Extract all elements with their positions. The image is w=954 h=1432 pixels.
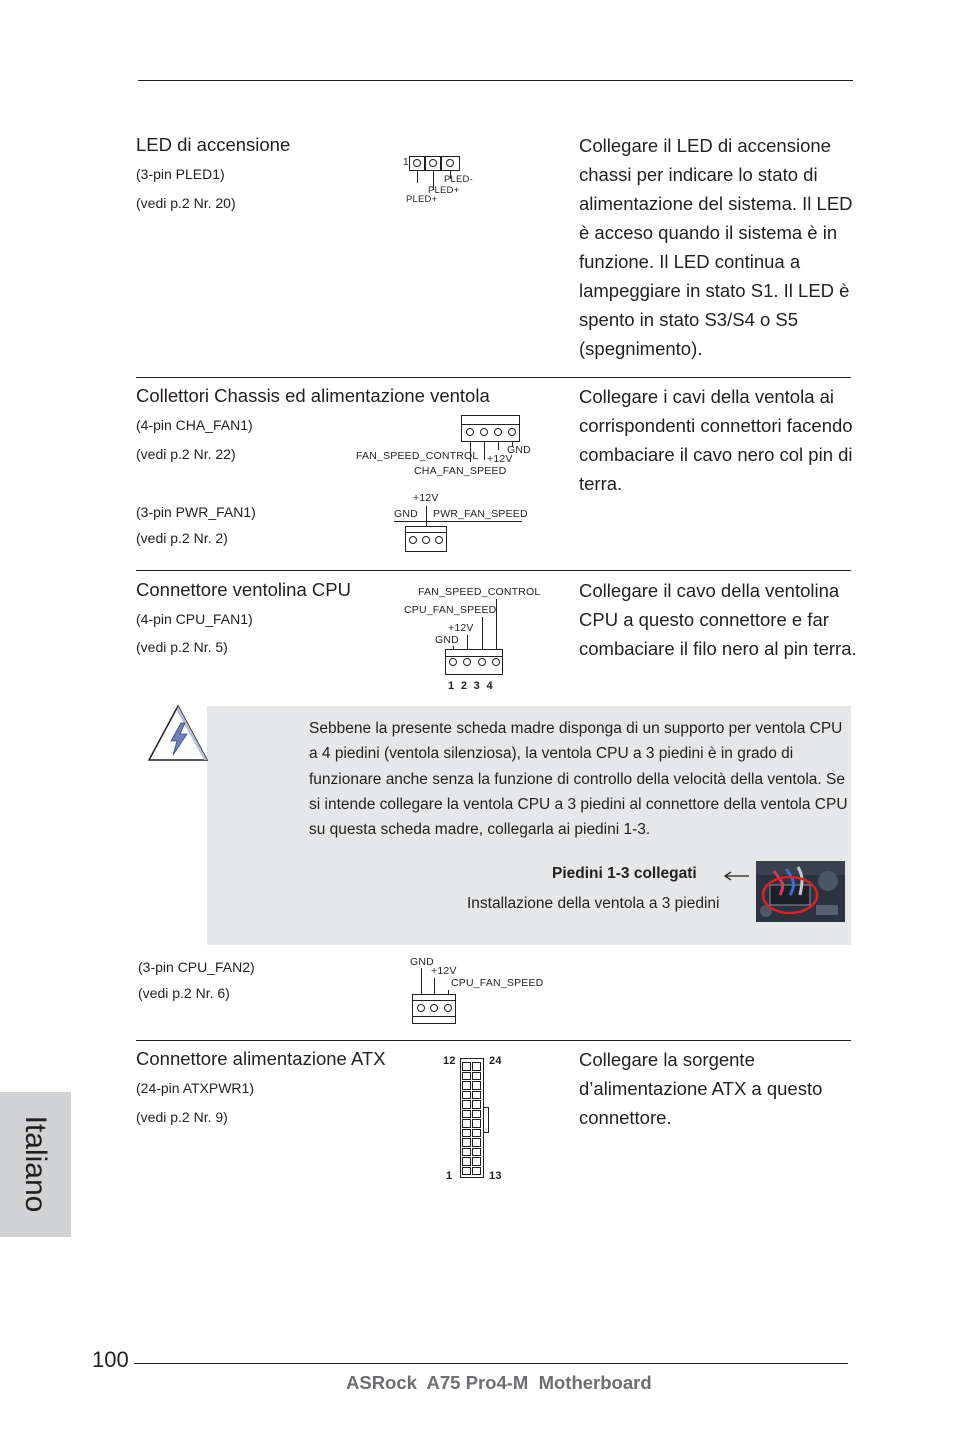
atx-pin-cell [472,1119,481,1128]
atx-label-1: 1 [446,1170,453,1182]
atx-diagram [440,1052,510,1187]
atx-pin-cell [462,1081,471,1090]
pled-plus2-label: PLED+ [406,194,438,205]
cpu-fan-pin: (4-pin CPU_FAN1) [136,611,253,627]
pwr-fan-pin: (3-pin PWR_FAN1) [136,504,256,520]
power-led-description: Collegare il LED di accensione chassi per indicare lo stato di alimentazione del sistema. Il LED è acceso quando il sistema è in funzione. Il LED continua a lampeggiare in stato S1. Il LED è spento in stato S3/S4 o S5 (spegnimento). [579,135,853,359]
power-led-ref: (vedi p.2 Nr. 20) [136,195,236,211]
arrow-left-icon [722,870,750,882]
atx-pin-cell [472,1148,481,1157]
note-caption: Installazione della ventola a 3 piedini [467,895,720,912]
section-rule-3 [136,1040,851,1041]
cha-fan-diagram [350,410,540,480]
pled-pin1-label: 1 [403,157,409,168]
cpu-fan-speed-label: CPU_FAN_SPEED [404,604,497,616]
cpu-fan-title: Connettore ventolina CPU [136,579,351,600]
atx-pin-cell [472,1100,481,1109]
atx-pin-cell [462,1138,471,1147]
atx-label-13: 13 [489,1170,502,1182]
atx-pin-cell [472,1062,481,1071]
atx-pin-cell [462,1148,471,1157]
cpu-fan-ref: (vedi p.2 Nr. 5) [136,639,228,655]
chassis-fan-ref: (vedi p.2 Nr. 22) [136,446,236,462]
cpu-fan-control-label: FAN_SPEED_CONTROL [418,586,541,598]
atx-pin-cell [462,1119,471,1128]
cpu-fan2-12v-label: +12V [431,965,457,977]
atx-label-24: 24 [489,1055,502,1067]
pled-diagram [400,150,500,210]
cpu-fan2-speed-label: CPU_FAN_SPEED [451,977,544,989]
cha-fan-gnd-label: GND [507,444,531,456]
atx-pin-cell [462,1167,471,1176]
pled-plus-label: PLED+ [428,185,460,196]
product-name: ASRock A75 Pro4-M Motherboard [346,1372,652,1393]
chassis-fan-pin: (4-pin CHA_FAN1) [136,417,253,433]
chassis-fan-description: Collegare i cavi della ventola ai corrispondenti connettori facendo combaciare il cavo nero col pin di terra. [579,386,853,494]
cpu-fan-description: Collegare il cavo della ventolina CPU a questo connettore e far combaciare il filo nero al pin terra. [579,580,857,659]
power-led-pin: (3-pin PLED1) [136,166,225,182]
atx-pin-cell [472,1167,481,1176]
atx-pin: (24-pin ATXPWR1) [136,1080,254,1096]
atx-pin-cell [462,1129,471,1138]
cha-fan-speed-label: CHA_FAN_SPEED [414,465,507,477]
atx-pin-cell [472,1091,481,1100]
power-led-title: LED di accensione [136,134,291,155]
atx-pin-cell [462,1100,471,1109]
pwr-fan-diagram [392,490,532,555]
atx-ref: (vedi p.2 Nr. 9) [136,1109,228,1125]
atx-description: Collegare la sorgente d’alimentazione ATX a questo connettore. [579,1049,823,1128]
atx-pin-cell [472,1129,481,1138]
atx-pin-cell [472,1081,481,1090]
note-caption-bold: Piedini 1-3 collegati [552,865,697,882]
atx-label-12: 12 [443,1055,456,1067]
note-text: Sebbene la presente scheda madre disponga di un supporto per ventola CPU a 4 piedini (ventola silenziosa), la ventola CPU a 3 piedini è in grado di funzionare anche senza la funzione di controllo della velocità della ventola. Se si intende collegare la ventola CPU a 3 piedini al connettore della ventola CPU su questa scheda madre, collegarla ai piedini 1-3. [309,720,848,839]
atx-pin-cell [462,1062,471,1071]
cpu-fan2-diagram [405,953,545,1028]
atx-pin-cell [462,1072,471,1081]
atx-pin-cell [462,1091,471,1100]
cpu-fan-pin-numbers: 1 2 3 4 [448,680,493,692]
atx-title: Connettore alimentazione ATX [136,1048,386,1069]
atx-pin-cell [472,1157,481,1166]
pwr-fan-ref: (vedi p.2 Nr. 2) [136,530,228,546]
atx-pin-cell [472,1072,481,1081]
atx-pin-cell [472,1110,481,1119]
cpu-fan2-gnd-label: GND [410,956,434,968]
cpu-fan-gnd-label: GND [435,634,459,646]
section-rule-2 [136,570,851,571]
cha-fan-control-label: FAN_SPEED_CONTROL [356,450,479,462]
pled-minus-label: PLED- [444,174,473,185]
footer-rule [134,1363,848,1364]
cha-fan-12v-label: +12V [487,453,513,465]
atx-pin-cell [462,1157,471,1166]
pwr-fan-speed-label: PWR_FAN_SPEED [433,508,528,520]
cpu-fan2-ref: (vedi p.2 Nr. 6) [138,985,230,1001]
language-side-label: Italiano [19,1115,52,1213]
pwr-fan-12v-label: +12V [413,492,439,504]
fan-install-photo [756,861,845,922]
cpu-fan2-pin: (3-pin CPU_FAN2) [138,959,255,975]
page-number: 100 [92,1347,129,1372]
section-rule-1 [136,377,851,378]
cpu-fan-diagram [400,582,540,697]
cpu-fan-12v-label: +12V [448,622,474,634]
warning-icon [146,703,210,763]
top-rule [138,80,853,81]
chassis-fan-title: Collettori Chassis ed alimentazione ventola [136,385,490,406]
pwr-fan-gnd-label: GND [394,508,418,520]
atx-pin-cell [472,1138,481,1147]
atx-pin-cell [462,1110,471,1119]
